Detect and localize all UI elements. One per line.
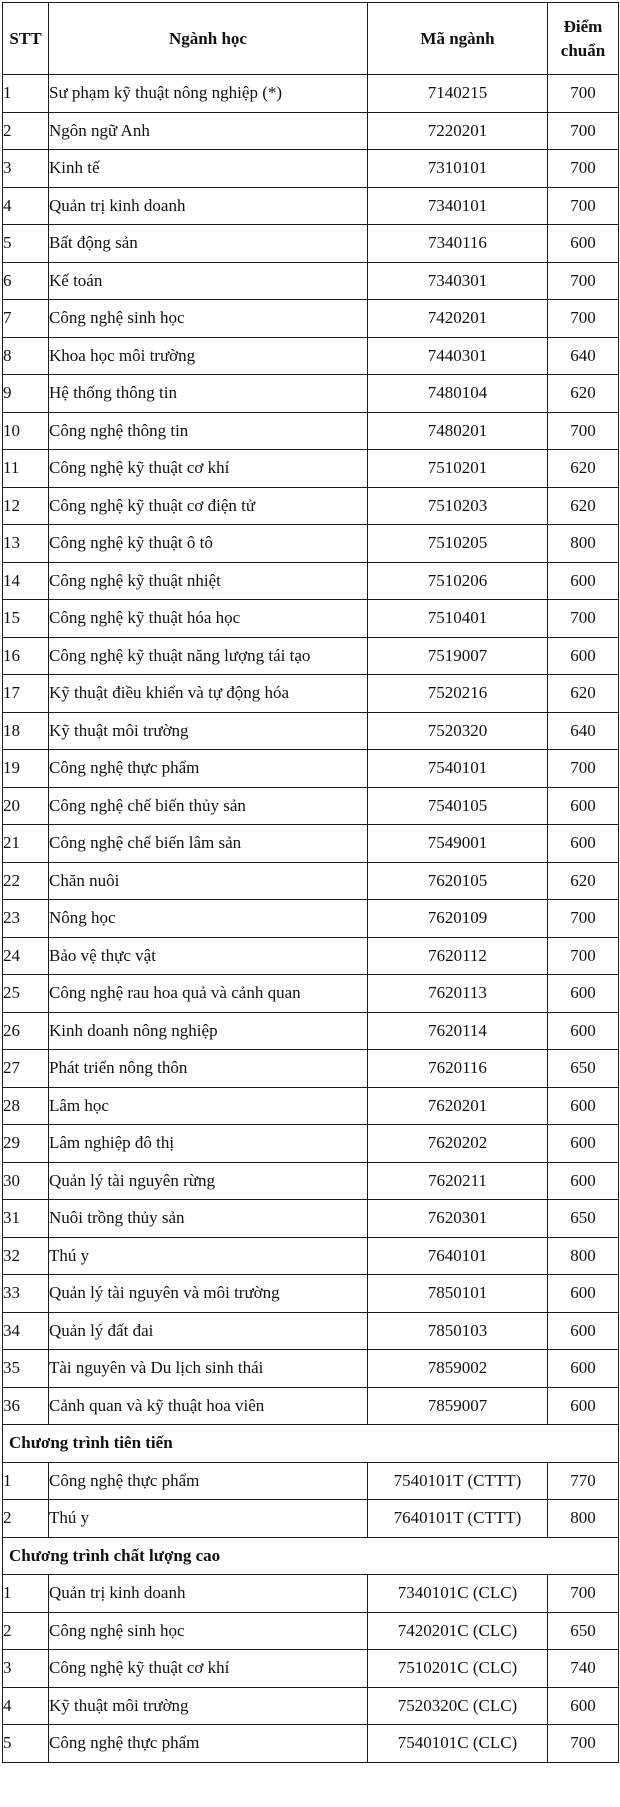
row-name: Cảnh quan và kỹ thuật hoa viên (49, 1387, 368, 1425)
table-row (3, 562, 619, 600)
row-code: 7140215 (368, 75, 548, 113)
row-name: Bất động sản (49, 225, 368, 263)
row-code: 7620211 (368, 1162, 548, 1200)
table-row (3, 712, 619, 750)
row-score: 620 (548, 487, 619, 525)
row-code: 7540101T (CTTT) (368, 1462, 548, 1500)
table-row (3, 300, 619, 338)
row-stt: 29 (3, 1125, 49, 1163)
row-name: Tài nguyên và Du lịch sinh thái (49, 1350, 368, 1388)
section-row (3, 1425, 619, 1463)
row-stt: 15 (3, 600, 49, 638)
table-row (3, 1387, 619, 1425)
row-stt: 13 (3, 525, 49, 563)
row-score: 600 (548, 225, 619, 263)
row-stt: 27 (3, 1050, 49, 1088)
row-code: 7859002 (368, 1350, 548, 1388)
row-score: 600 (548, 825, 619, 863)
table-row (3, 187, 619, 225)
table-row (3, 937, 619, 975)
table-row (3, 112, 619, 150)
row-code: 7420201C (CLC) (368, 1612, 548, 1650)
row-code: 7340301 (368, 262, 548, 300)
row-name: Kinh doanh nông nghiệp (49, 1012, 368, 1050)
row-stt: 33 (3, 1275, 49, 1313)
row-name: Hệ thống thông tin (49, 375, 368, 413)
row-name: Kỹ thuật điều khiển và tự động hóa (49, 675, 368, 713)
row-code: 7620202 (368, 1125, 548, 1163)
row-code: 7540101C (CLC) (368, 1725, 548, 1763)
row-stt: 16 (3, 637, 49, 675)
table-row (3, 1087, 619, 1125)
table-row (3, 975, 619, 1013)
row-name: Kinh tế (49, 150, 368, 188)
row-score: 620 (548, 375, 619, 413)
header-stt: STT (3, 3, 49, 75)
row-name: Công nghệ kỹ thuật năng lượng tái tạo (49, 637, 368, 675)
section-title: Chương trình chất lượng cao (3, 1537, 619, 1575)
table-row (3, 862, 619, 900)
table-row (3, 1162, 619, 1200)
table-row (3, 1575, 619, 1613)
row-code: 7340101C (CLC) (368, 1575, 548, 1613)
row-code: 7620113 (368, 975, 548, 1013)
row-code: 7850103 (368, 1312, 548, 1350)
row-score: 700 (548, 600, 619, 638)
row-name: Công nghệ kỹ thuật ô tô (49, 525, 368, 563)
row-stt: 23 (3, 900, 49, 938)
row-stt: 11 (3, 450, 49, 488)
table-row (3, 1612, 619, 1650)
table-row (3, 1350, 619, 1388)
row-name: Công nghệ thực phẩm (49, 750, 368, 788)
row-name: Công nghệ thông tin (49, 412, 368, 450)
row-score: 700 (548, 937, 619, 975)
row-name: Công nghệ kỹ thuật nhiệt (49, 562, 368, 600)
table-body (3, 75, 619, 1763)
row-score: 770 (548, 1462, 619, 1500)
row-score: 620 (548, 862, 619, 900)
row-score: 600 (548, 1087, 619, 1125)
table-row (3, 1500, 619, 1538)
row-score: 640 (548, 712, 619, 750)
row-score: 700 (548, 112, 619, 150)
row-code: 7620114 (368, 1012, 548, 1050)
row-name: Bảo vệ thực vật (49, 937, 368, 975)
row-name: Nuôi trồng thủy sản (49, 1200, 368, 1238)
table-row (3, 825, 619, 863)
row-score: 600 (548, 787, 619, 825)
row-code: 7480104 (368, 375, 548, 413)
row-name: Công nghệ chế biến thủy sản (49, 787, 368, 825)
table-row (3, 1237, 619, 1275)
row-score: 650 (548, 1612, 619, 1650)
row-name: Ngôn ngữ Anh (49, 112, 368, 150)
row-score: 700 (548, 262, 619, 300)
row-stt: 9 (3, 375, 49, 413)
table-row (3, 1687, 619, 1725)
row-score: 800 (548, 1237, 619, 1275)
row-code: 7850101 (368, 1275, 548, 1313)
row-stt: 26 (3, 1012, 49, 1050)
row-score: 740 (548, 1650, 619, 1688)
row-code: 7640101T (CTTT) (368, 1500, 548, 1538)
row-stt: 20 (3, 787, 49, 825)
table-row (3, 1050, 619, 1088)
row-score: 650 (548, 1050, 619, 1088)
table-row (3, 150, 619, 188)
row-score: 600 (548, 1387, 619, 1425)
section-title: Chương trình tiên tiến (3, 1425, 619, 1463)
row-code: 7519007 (368, 637, 548, 675)
row-name: Quản lý tài nguyên và môi trường (49, 1275, 368, 1313)
row-name: Công nghệ thực phẩm (49, 1462, 368, 1500)
row-score: 600 (548, 1312, 619, 1350)
header-code: Mã ngành (368, 3, 548, 75)
row-code: 7440301 (368, 337, 548, 375)
row-code: 7859007 (368, 1387, 548, 1425)
row-name: Chăn nuôi (49, 862, 368, 900)
row-score: 600 (548, 1350, 619, 1388)
row-code: 7620112 (368, 937, 548, 975)
row-score: 700 (548, 300, 619, 338)
section-row (3, 1537, 619, 1575)
row-code: 7640101 (368, 1237, 548, 1275)
table-row (3, 225, 619, 263)
row-stt: 1 (3, 75, 49, 113)
row-score: 600 (548, 1687, 619, 1725)
row-name: Sư phạm kỹ thuật nông nghiệp (*) (49, 75, 368, 113)
row-stt: 18 (3, 712, 49, 750)
row-score: 700 (548, 75, 619, 113)
row-score: 600 (548, 637, 619, 675)
row-score: 600 (548, 1275, 619, 1313)
row-code: 7520216 (368, 675, 548, 713)
row-score: 700 (548, 750, 619, 788)
table-row (3, 75, 619, 113)
table-header (3, 3, 619, 75)
table-row (3, 1650, 619, 1688)
row-code: 7540105 (368, 787, 548, 825)
row-score: 600 (548, 1162, 619, 1200)
row-code: 7510401 (368, 600, 548, 638)
row-score: 640 (548, 337, 619, 375)
row-stt: 4 (3, 1687, 49, 1725)
row-score: 800 (548, 1500, 619, 1538)
row-stt: 8 (3, 337, 49, 375)
row-stt: 2 (3, 1500, 49, 1538)
row-code: 7620109 (368, 900, 548, 938)
row-stt: 10 (3, 412, 49, 450)
table-row (3, 525, 619, 563)
row-stt: 34 (3, 1312, 49, 1350)
header-score: Điểm chuẩn (548, 3, 619, 75)
row-stt: 12 (3, 487, 49, 525)
row-name: Công nghệ kỹ thuật cơ điện tử (49, 487, 368, 525)
row-name: Quản lý đất đai (49, 1312, 368, 1350)
table-row (3, 637, 619, 675)
table-row (3, 487, 619, 525)
row-stt: 5 (3, 225, 49, 263)
row-stt: 6 (3, 262, 49, 300)
table-row (3, 1200, 619, 1238)
row-stt: 21 (3, 825, 49, 863)
row-stt: 3 (3, 1650, 49, 1688)
row-code: 7420201 (368, 300, 548, 338)
table-row (3, 1725, 619, 1763)
row-stt: 1 (3, 1462, 49, 1500)
row-name: Công nghệ sinh học (49, 300, 368, 338)
row-name: Lâm học (49, 1087, 368, 1125)
row-score: 600 (548, 1125, 619, 1163)
table-row (3, 900, 619, 938)
table-row (3, 1012, 619, 1050)
row-code: 7520320C (CLC) (368, 1687, 548, 1725)
row-code: 7310101 (368, 150, 548, 188)
row-stt: 5 (3, 1725, 49, 1763)
row-score: 800 (548, 525, 619, 563)
row-name: Kỹ thuật môi trường (49, 712, 368, 750)
row-score: 700 (548, 1725, 619, 1763)
row-code: 7620201 (368, 1087, 548, 1125)
row-name: Quản lý tài nguyên rừng (49, 1162, 368, 1200)
row-score: 600 (548, 1012, 619, 1050)
table-row (3, 1312, 619, 1350)
row-name: Khoa học môi trường (49, 337, 368, 375)
row-stt: 2 (3, 112, 49, 150)
row-code: 7220201 (368, 112, 548, 150)
table-row (3, 1125, 619, 1163)
row-name: Quản trị kinh doanh (49, 187, 368, 225)
row-stt: 28 (3, 1087, 49, 1125)
row-stt: 35 (3, 1350, 49, 1388)
row-stt: 14 (3, 562, 49, 600)
row-name: Công nghệ kỹ thuật hóa học (49, 600, 368, 638)
row-code: 7620105 (368, 862, 548, 900)
row-name: Công nghệ thực phẩm (49, 1725, 368, 1763)
table-row (3, 1462, 619, 1500)
row-score: 700 (548, 412, 619, 450)
row-score: 620 (548, 450, 619, 488)
row-score: 700 (548, 187, 619, 225)
row-code: 7340101 (368, 187, 548, 225)
row-code: 7510203 (368, 487, 548, 525)
row-name: Kế toán (49, 262, 368, 300)
header-name: Ngành học (49, 3, 368, 75)
row-stt: 24 (3, 937, 49, 975)
row-code: 7520320 (368, 712, 548, 750)
row-stt: 1 (3, 1575, 49, 1613)
row-name: Lâm nghiệp đô thị (49, 1125, 368, 1163)
row-name: Phát triển nông thôn (49, 1050, 368, 1088)
row-stt: 22 (3, 862, 49, 900)
table-row (3, 600, 619, 638)
row-stt: 4 (3, 187, 49, 225)
row-code: 7340116 (368, 225, 548, 263)
row-name: Thú y (49, 1237, 368, 1275)
row-stt: 25 (3, 975, 49, 1013)
row-name: Thú y (49, 1500, 368, 1538)
row-stt: 19 (3, 750, 49, 788)
row-code: 7620116 (368, 1050, 548, 1088)
row-name: Công nghệ kỹ thuật cơ khí (49, 1650, 368, 1688)
row-code: 7510205 (368, 525, 548, 563)
row-name: Kỹ thuật môi trường (49, 1687, 368, 1725)
row-stt: 31 (3, 1200, 49, 1238)
table-row (3, 412, 619, 450)
row-score: 700 (548, 900, 619, 938)
admission-scores-table (2, 2, 619, 1763)
row-stt: 36 (3, 1387, 49, 1425)
table-row (3, 675, 619, 713)
row-name: Quản trị kinh doanh (49, 1575, 368, 1613)
header-row (3, 3, 619, 75)
row-stt: 3 (3, 150, 49, 188)
row-score: 600 (548, 975, 619, 1013)
row-name: Nông học (49, 900, 368, 938)
row-name: Công nghệ sinh học (49, 1612, 368, 1650)
row-code: 7549001 (368, 825, 548, 863)
table-row (3, 1275, 619, 1313)
row-stt: 7 (3, 300, 49, 338)
table-row (3, 337, 619, 375)
row-name: Công nghệ kỹ thuật cơ khí (49, 450, 368, 488)
table-row (3, 375, 619, 413)
row-code: 7510201C (CLC) (368, 1650, 548, 1688)
row-score: 650 (548, 1200, 619, 1238)
row-code: 7540101 (368, 750, 548, 788)
row-score: 620 (548, 675, 619, 713)
row-stt: 30 (3, 1162, 49, 1200)
row-name: Công nghệ rau hoa quả và cảnh quan (49, 975, 368, 1013)
row-score: 700 (548, 150, 619, 188)
table-row (3, 262, 619, 300)
row-code: 7510206 (368, 562, 548, 600)
row-score: 700 (548, 1575, 619, 1613)
row-score: 600 (548, 562, 619, 600)
table-row (3, 787, 619, 825)
row-name: Công nghệ chế biến lâm sản (49, 825, 368, 863)
row-stt: 2 (3, 1612, 49, 1650)
row-code: 7480201 (368, 412, 548, 450)
row-code: 7620301 (368, 1200, 548, 1238)
table-row (3, 750, 619, 788)
table-row (3, 450, 619, 488)
row-code: 7510201 (368, 450, 548, 488)
row-stt: 17 (3, 675, 49, 713)
row-stt: 32 (3, 1237, 49, 1275)
